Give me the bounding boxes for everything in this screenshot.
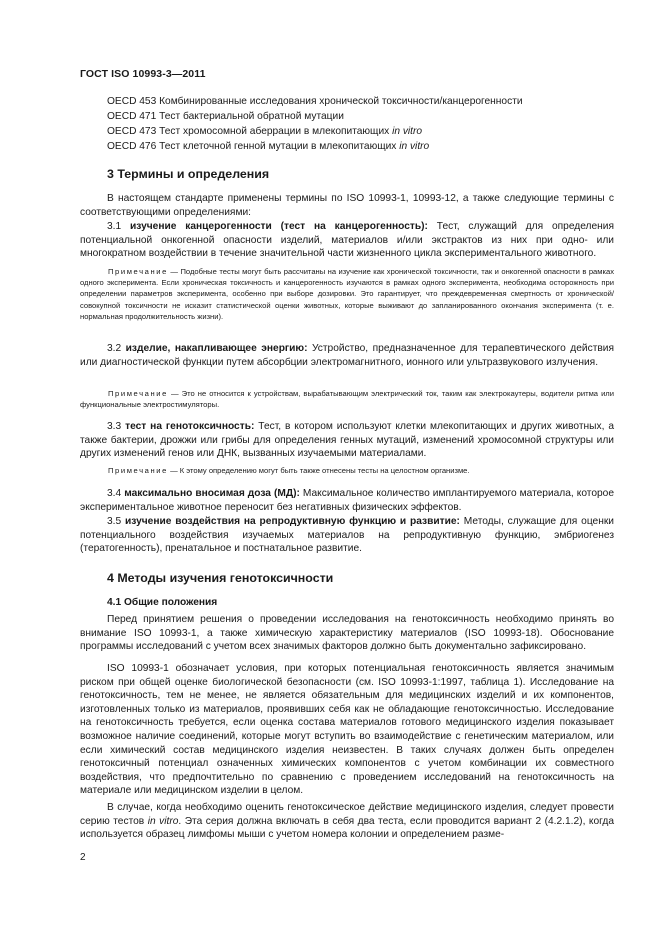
oecd-italic: in vitro: [392, 126, 423, 137]
oecd-text: Тест хромосомной аберрации в млекопитающих: [159, 126, 393, 137]
document-header: ГОСТ ISO 10993-3—2011: [80, 68, 206, 80]
oecd-list-item: [107, 109, 344, 124]
section-3-heading: 3 Термины и определения: [107, 167, 270, 181]
note-3-1: Примечание — Подобные тесты могут быть рассчитаны на изучение как хронической токсичности, так и онкогенной опасности в рамках одного эксперимента. Если хроническая токсичность и канцерогенность изучаются в рамках одного эксперимента, необходима осторожность при определении параметров эксперимента, особенно при выборе дозировки. Это гарантирует, что преждевременная смертность от хронической/совокупной токсичности не исказит статистической оценки животных, которые выживают до запланированного окончания эксперимента (т. е. нормальная продолжительность жизни).: [80, 267, 614, 321]
term-3-2: 3.2 изделие, накапливающее энергию: Устройство, предназначенное для терапевтического действия или диагностической функции путем абсорбции электромагнитного, ионного или ультразвукового излучения.: [80, 343, 614, 368]
section-4-paragraph-1: Перед принятием решения о проведении исследования на генотоксичность необходимо принять во внимание ISO 10993-1, а также химическую характеристику материалов (ISO 10993-18). Обоснование программы исследований с учетом всех значимых факторов должно быть документально зафиксировано.: [80, 614, 614, 653]
subsection-4-1-heading: 4.1 Общие положения: [107, 597, 218, 608]
oecd-list-item: [107, 139, 429, 154]
oecd-text: Тест клеточной генной мутации в млекопитающих: [159, 141, 400, 152]
page-number: 2: [80, 852, 86, 863]
oecd-text: Комбинированные исследования хронической токсичности/канцерогенности: [159, 96, 523, 107]
oecd-code: OECD 473: [107, 126, 157, 137]
term-3-1: 3.1 изучение канцерогенности (тест на канцерогенность): Тест, служащий для определения потенциальной онкогенной опасности изделий, материалов и/или экстрактов из них при одно- или многократном воздействии в течение значительной части жизненного цикла экспериментального животного.: [80, 221, 614, 260]
oecd-italic: in vitro: [399, 141, 430, 152]
section-4-paragraph-3: В случае, когда необходимо оценить генотоксическое действие медицинского изделия, следует провести серию тестов in vitro. Эта серия должна включать в себя два теста, если проводится вариант 2 (4.2.1.2), когда используется образец лимфомы мыши с учетом номера колонии и определением разме-: [80, 802, 615, 841]
term-3-4: 3.4 максимально вносимая доза (МД): Максимальное количество имплантируемого материала, которое экспериментальное животное переносит без негативных физических эффектов.: [80, 488, 614, 513]
oecd-code: OECD 453: [107, 96, 157, 107]
term-3-5: 3.5 изучение воздействия на репродуктивную функцию и развитие: Методы, служащие для оценки потенциального воздействия изучаемых материалов на репродуктивную функцию, эмбриогенез (тератогенность), пренатальное и постнатальное развитие.: [80, 516, 614, 555]
oecd-code: OECD 476: [107, 141, 157, 152]
section-4-heading: 4 Методы изучения генотоксичности: [107, 571, 334, 585]
note-3-2: Примечание — Это не относится к устройствам, вырабатывающим электрический ток, таким как электрокаутеры, водители ритма или функциональные электростимуляторы.: [80, 389, 614, 410]
section-3-intro: В настоящем стандарте применены термины по ISO 10993-1, 10993-12, а также следующие термины с соответствующими определениями:: [80, 193, 614, 218]
section-4-paragraph-2: ISO 10993-1 обозначает условия, при которых потенциальная генотоксичность является значимым риском при общей оценке биологической безопасности (см. ISO 10993-1:1997, таблица 1). Исследование на генотоксичность, тем не менее, не является обязательным для медицинских изделий и их компонентов, изготовленных только из материалов, проявивших себя как не обладающие генотоксичностью. Исследование на генотоксичность требуется, если оценка состава материалов готового медицинского изделия показывает возможное наличие соединений, которые могут вступить во взаимодействие с генетическим материалом, или если химический состав медицинского изделия неизвестен. В таких случаях должен быть определен генотоксичный потенциал означенных химических компонентов с учетом комбинации их совместного воздействия, что предпочтительно по сравнению с проведением исследований на генотоксичность на материале или медицинском изделии в целом.: [80, 663, 614, 797]
term-3-3: 3.3 тест на генотоксичность: Тест, в котором используют клетки млекопитающих и других животных, а также бактерии, дрожжи или грибы для определения генных мутаций, изменений хромосомной структуры или других изменений генов или ДНК, вызванных изучаемыми материалами.: [80, 421, 614, 460]
oecd-text: Тест бактериальной обратной мутации: [159, 111, 344, 122]
oecd-list-item: [107, 94, 523, 109]
oecd-list-item: [107, 124, 422, 139]
oecd-code: OECD 471: [107, 111, 157, 122]
note-3-3: Примечание — К этому определению могут быть также отнесены тесты на целостном организме.: [108, 466, 470, 475]
